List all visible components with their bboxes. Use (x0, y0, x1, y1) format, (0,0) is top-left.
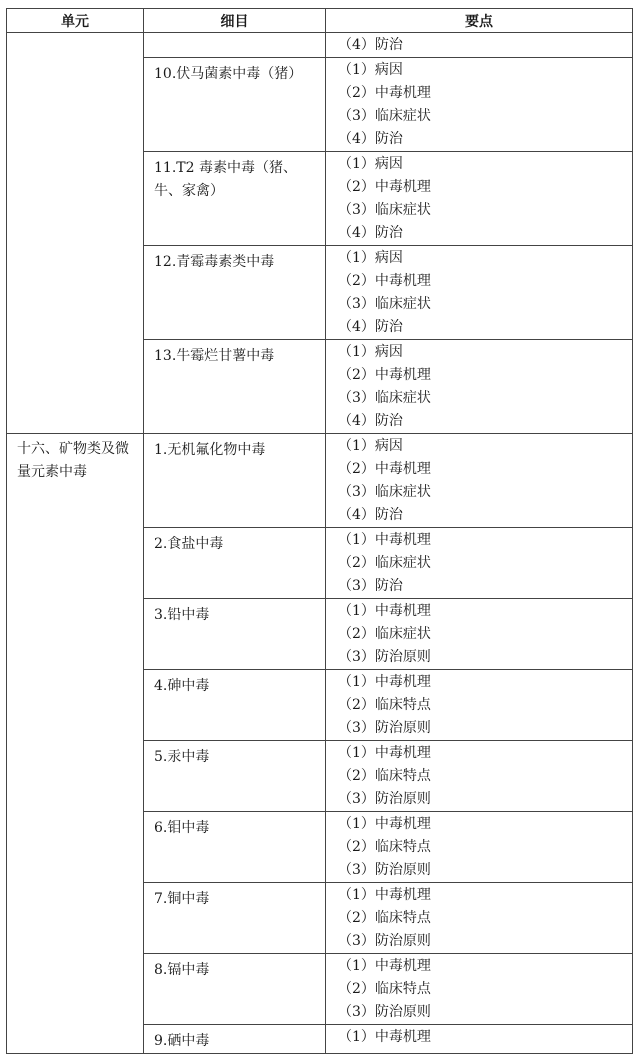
point-item: （4）防治 (338, 37, 403, 53)
point-item: （1）病因 (338, 156, 403, 172)
table-row (7, 33, 633, 58)
detail-cell: 1.无机氟化物中毒 (144, 434, 326, 528)
header-detail: 细目 (144, 9, 326, 33)
point-item: （2）临床特点 (338, 839, 431, 855)
detail-cell (144, 33, 326, 58)
point-item: （1）病因 (338, 62, 403, 78)
point-item: （4）防治 (338, 413, 403, 429)
header-row (7, 9, 633, 33)
point-item: （1）病因 (338, 438, 403, 454)
point-item: （1）中毒机理 (338, 745, 431, 761)
detail-cell: 12.青霉毒素类中毒 (144, 246, 326, 340)
point-item: （1）中毒机理 (338, 958, 431, 974)
unit-cell: 十六、矿物类及微量元素中毒 (7, 434, 144, 1054)
detail-cell: 3.铅中毒 (144, 599, 326, 670)
point-item: （3）临床症状 (338, 484, 431, 500)
point-item: （4）防治 (338, 319, 403, 335)
point-item: （1）病因 (338, 250, 403, 266)
detail-cell: 8.镉中毒 (144, 954, 326, 1025)
points-cell (326, 434, 633, 528)
point-item: （2）中毒机理 (338, 85, 431, 101)
unit-cell (7, 33, 144, 434)
points-cell (326, 58, 633, 152)
point-item: （1）中毒机理 (338, 1029, 431, 1045)
points-cell (326, 152, 633, 246)
point-item: （2）中毒机理 (338, 179, 431, 195)
point-item: （3）临床症状 (338, 390, 431, 406)
point-item: （3）防治原则 (338, 862, 431, 878)
detail-cell: 11.T2 毒素中毒（猪、牛、家禽） (144, 152, 326, 246)
header-points: 要点 (326, 9, 633, 33)
point-item: （2）临床特点 (338, 768, 431, 784)
point-item: （1）中毒机理 (338, 532, 431, 548)
point-item: （3）防治 (338, 578, 403, 594)
point-item: （3）防治原则 (338, 649, 431, 665)
point-item: （4）防治 (338, 507, 403, 523)
point-item: （4）防治 (338, 131, 403, 147)
point-item: （2）中毒机理 (338, 461, 431, 477)
point-item: （1）病因 (338, 344, 403, 360)
detail-cell: 9.硒中毒 (144, 1025, 326, 1054)
header-unit: 单元 (7, 9, 144, 33)
detail-cell: 4.砷中毒 (144, 670, 326, 741)
point-item: （3）临床症状 (338, 296, 431, 312)
detail-cell: 5.汞中毒 (144, 741, 326, 812)
points-cell (326, 883, 633, 954)
points-cell (326, 528, 633, 599)
points-cell (326, 599, 633, 670)
point-item: （1）中毒机理 (338, 603, 431, 619)
points-cell (326, 246, 633, 340)
point-item: （2）临床特点 (338, 981, 431, 997)
points-cell (326, 812, 633, 883)
points-cell (326, 954, 633, 1025)
points-cell (326, 670, 633, 741)
point-item: （2）中毒机理 (338, 273, 431, 289)
points-cell (326, 1025, 633, 1054)
point-item: （2）临床特点 (338, 910, 431, 926)
point-item: （3）防治原则 (338, 720, 431, 736)
point-item: （1）中毒机理 (338, 816, 431, 832)
points-cell (326, 340, 633, 434)
point-item: （3）防治原则 (338, 791, 431, 807)
point-item: （3）防治原则 (338, 933, 431, 949)
point-item: （1）中毒机理 (338, 887, 431, 903)
table-row (7, 434, 633, 528)
point-item: （1）中毒机理 (338, 674, 431, 690)
point-item: （2）临床症状 (338, 555, 431, 571)
detail-cell: 6.钼中毒 (144, 812, 326, 883)
detail-cell: 13.牛霉烂甘薯中毒 (144, 340, 326, 434)
points-cell (326, 33, 633, 58)
syllabus-table (6, 8, 633, 1054)
point-item: （4）防治 (338, 225, 403, 241)
detail-cell: 10.伏马菌素中毒（猪） (144, 58, 326, 152)
point-item: （3）临床症状 (338, 202, 431, 218)
detail-cell: 2.食盐中毒 (144, 528, 326, 599)
point-item: （2）临床特点 (338, 697, 431, 713)
points-cell (326, 741, 633, 812)
point-item: （3）防治原则 (338, 1004, 431, 1020)
point-item: （2）临床症状 (338, 626, 431, 642)
detail-cell: 7.铜中毒 (144, 883, 326, 954)
point-item: （3）临床症状 (338, 108, 431, 124)
point-item: （2）中毒机理 (338, 367, 431, 383)
